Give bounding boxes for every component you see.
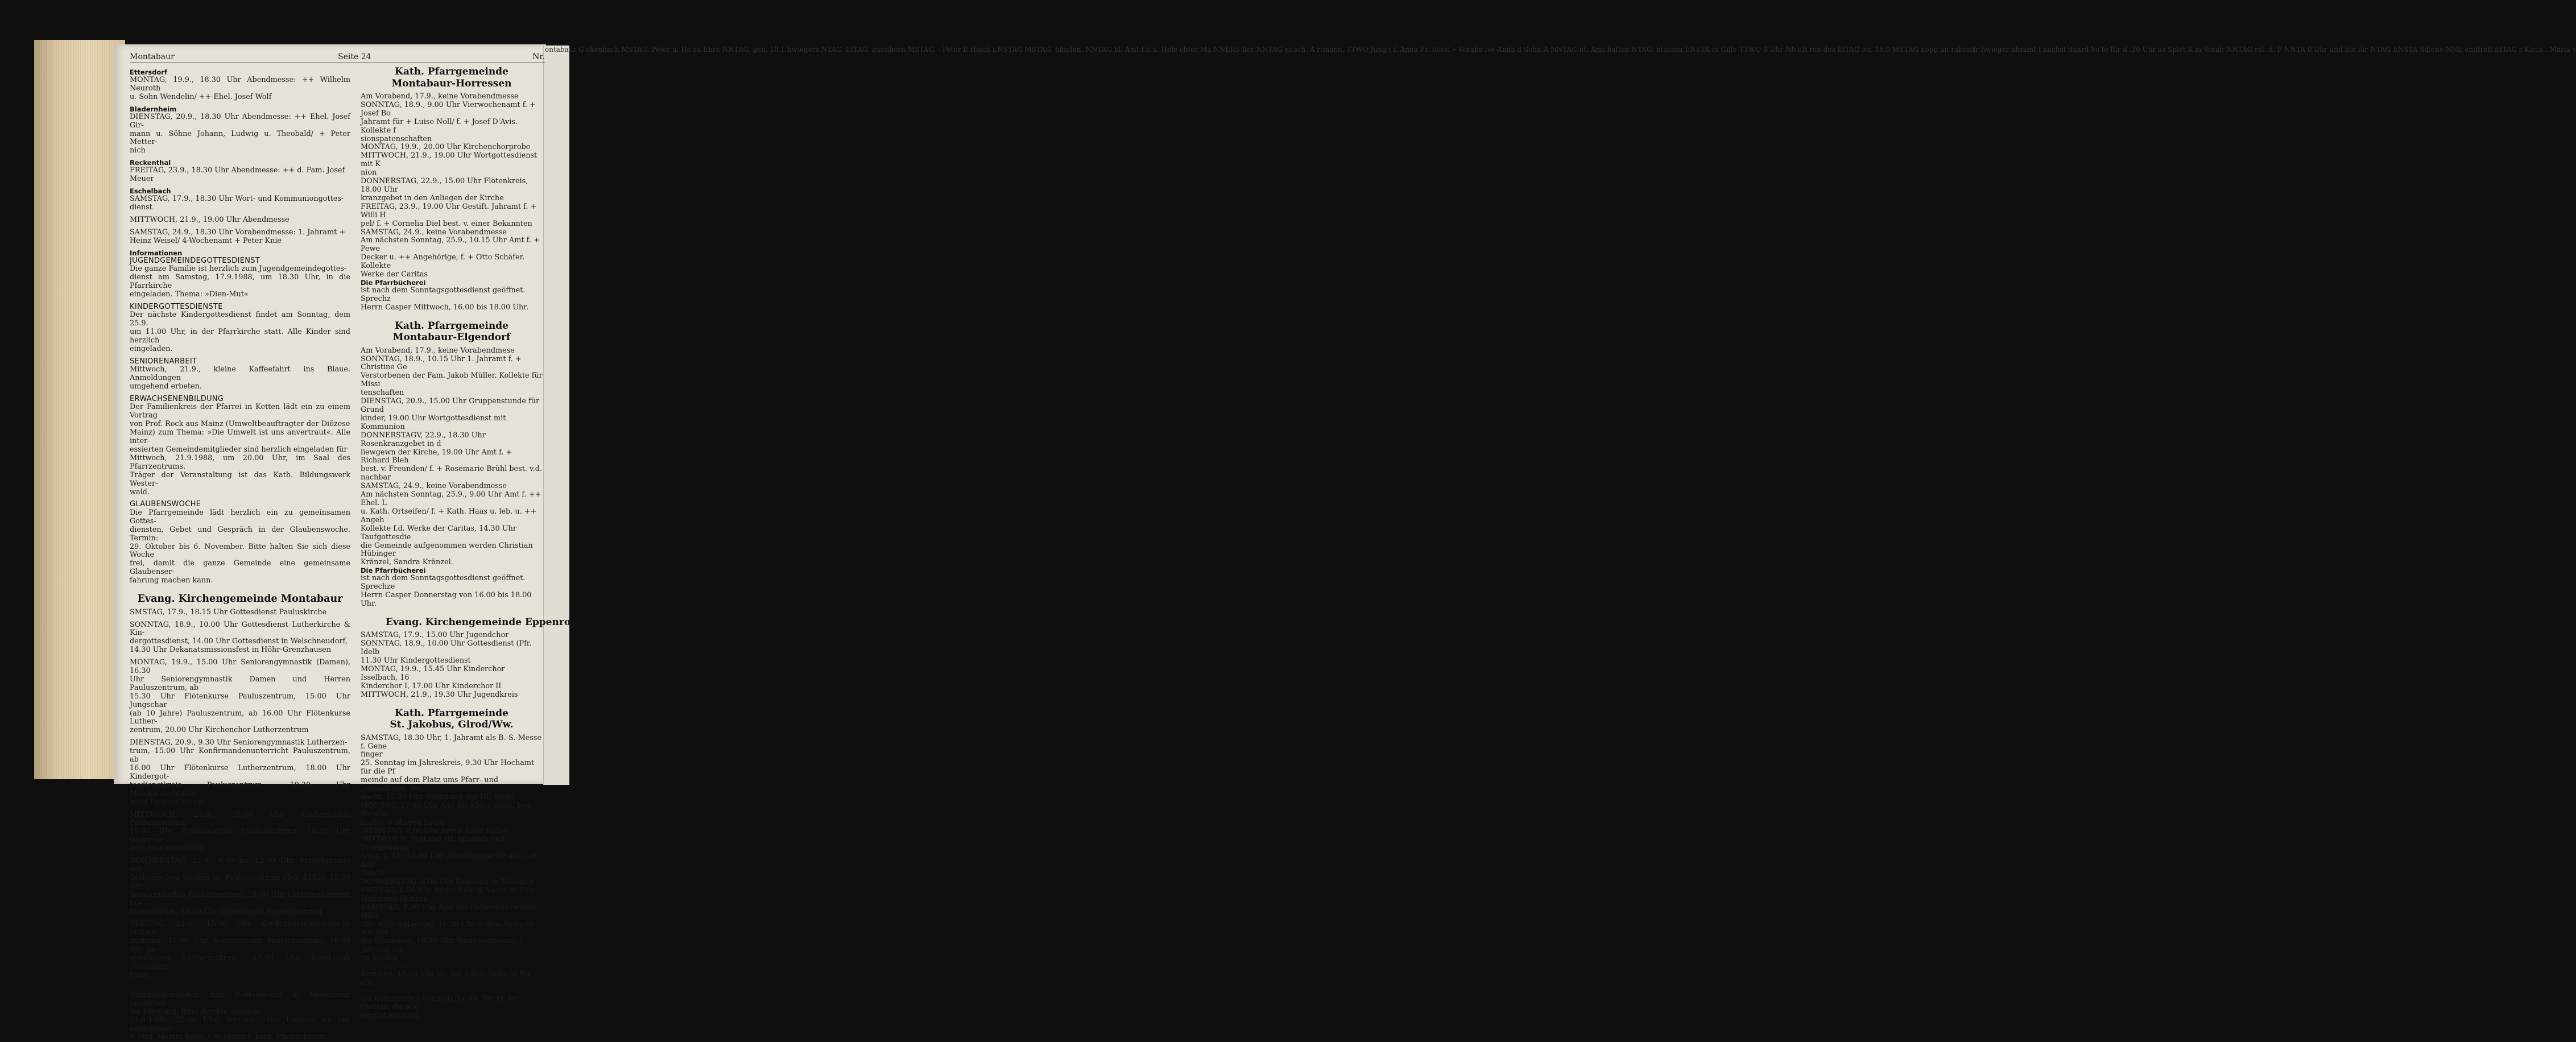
parish-entry: [130, 106, 350, 156]
info-text: Die Pfarrgemeinde lädt herzlich ein zu gemeinsamen Gottes- diensten, Gebet und Gespräch in der Glaubenswoche. Termin: 29. Oktober bis 6. November. Bitte halten Sie sich diese Woche frei, damit die ganze Gemeinde eine gemeinsame Glaubenser- fahrung machen kann.: [130, 508, 350, 585]
entry-text: SAMSTAG, 17.9., 18.30 Uhr Wort- und Kommuniongottes- dienst: [130, 195, 344, 212]
schedule-entry: DONNERSTAG, 8.00 Uhr Dankamt in Meinung: [361, 878, 534, 886]
schedule-entry: Am nächsten Sonntag, 25.9., 10.15 Uhr Amt f. + Pewe Decker u. ++ Angehörige, f. + Otto Schäfer. Kollekte Werke der Caritas: [361, 236, 540, 279]
section-title: Evang. Kirchengemeinde Eppenrod: [386, 616, 578, 628]
hinweise-label: Hinweise: [130, 983, 163, 991]
library-text: ist nach dem Sonntagsgottesdienst geöffnet. Sprechze Herrn Casper Donnerstag von 16.00 bis 18.00 Uhr.: [361, 574, 532, 608]
place-name: Eschelbach: [130, 187, 171, 196]
place-name: Bladernheim: [130, 105, 177, 113]
schedule-entry: SONNTAG, 18.9., 10.00 Uhr Gottesdienst (Pfr. Idelb 11.30 Uhr Kindergottesdienst: [361, 639, 532, 665]
entry-text: SAMSTAG, 24.9., 18.30 Uhr Vorabendmesse: 1. Jahramt + Heinz Weisel/ 4-Wochenamt + Peter Knie: [130, 228, 346, 245]
info-text: Die ganze Familie ist herzlich zum Jugendgemeindegottes- dienst am Samstag, 17.9.1988, um 18.30 Uhr, in die Pfarrkirche eingeladen. Thema: »Dien-Mut«: [130, 264, 350, 299]
schedule-entry: SONNTAG, 18.9., 10.15 Uhr 1. Jahramt f. + Christine Ge Verstorbenen der Fam. Jakob Müller. Kollekte für Missi tenschaften: [361, 354, 543, 398]
place-name: Ettersdorf: [130, 68, 167, 76]
confession-text: Samstag, 16.00 Uhr bis zur Salve-Andacht für alle.: [361, 970, 531, 987]
parish-entry: [130, 188, 350, 212]
library-label: Die Pfarrbücherei: [361, 567, 426, 575]
schedule-entry: MITTWOCH, 21.9., 15.00 Uhr Kinderstunde Pauluszentrum, 19.30 Uhr Posaunenchor Pauluszentrum, 18.30 Uhr Gitarren- kurs Pauluszentrum: [130, 810, 350, 853]
schedule-entry: MONTAG, 19.9., 15.00 Uhr Seniorengymnastik (Damen), 16.30 Uhr Seniorengymnastik Damen und Herren Pauluszentrum, ab 15.30 Uhr Flötenkurse Pauluszentrum, 15.00 Uhr Jungschar (ab 10 Jahre) Pauluszentrum, ab 16.00 Uhr Flötenkurse Luther- zentrum, 20.00 Uhr Kirchenchor Lutherzentrum: [130, 658, 350, 735]
section-title: Evang. Kirchengemeinde Montabaur: [137, 593, 343, 605]
schedule-entry: SMSTAG, 17.9., 18.15 Uhr Gottesdienst Pauluskirche: [130, 607, 327, 617]
schedule-entry: Am Vorabend, 17.9., keine Vorabendmese: [361, 346, 515, 355]
entry-text: MONTAG, 19.9., 18.30 Uhr Abendmesse: ++ Wilhelm Neuroth u. Sohn Wendelin/ ++ Ehel. Josef Wolf: [130, 76, 350, 101]
schedule-entry: SAMSTAG, 18.30 Uhr, 1. Jahramt als B.-S.-Messe f. Gene finger: [361, 733, 542, 759]
schedule-entry: FREITAG, 23.9., 15.00 Uhr Konfirmandenunterricht Luther- zentrum, 15.00 Uhr Seniorentanz Pauluszentrum, 18.00 Uhr Ju- gendabend Lutherzentrum, 17.00 Uhr Konfi-Club Pauslusen- trum: [130, 920, 350, 979]
schedule-entry: SAMSTAG, 24.9., keine Vorabendmesse: [361, 482, 507, 491]
schedule-entry: SAMSTAG, 24.9., keine Vorabendmesse: [361, 228, 507, 237]
section-title: Kath. Pfarrgemeinde St. Jakobus, Girod/Ww.: [390, 707, 514, 731]
info-heading: GLAUBENSWOCHE: [130, 500, 201, 509]
info-text: Mittwoch, 21.9., kleine Kaffeefahrt ins Blaue. Anmeldungen umgehend erbeten.: [130, 365, 350, 391]
header-town: Montabaur: [130, 52, 175, 61]
schedule-entry: SAMSTAG, 8.00 Uhr Amt zur Immerwährenden Hilfe Uhr stille Anbetung, 16.30 Uhr S alve-Andacht: Wir bet die Missionen, 18.30 Uhr Vorabendmesse, 1. Jahramt für ne Steden.: [361, 903, 536, 963]
schedule-entry: 25. Sonntag im Jahreskreis, 9.30 Uhr Hochamt für die Pf meinde auf dem Platz ums Pfarr- und Jugendheim. Reg dacht. 13.30 Uhr Spendung der Hl. Taufe: [361, 759, 535, 801]
info-heading: ERWACHSENENBILDUNG: [130, 394, 224, 403]
schedule-entry: DONNERSTAGV, 22.9., 18.30 Uhr Rosenkranzgebet in d liewgewn der Kirche, 19.00 Uhr Amt f. + Richard Bleh best. v. Freunden/ f. + Rosemarie Brühl best. v.d. nachbar: [361, 431, 543, 482]
collection-text: am kommenden Sonntag für die Werke der Caritas, die alle empfohlen wird.: [361, 994, 520, 1020]
hinweise-text: Fahrgelegenheiten zum Gottesdienst in Montabaur vermittelt Ihr Pfarramt. Bitte dorthin wenden. 21.9.1988, 20.00 Uhr, Vortrag: »Die Umwelt ist uns anvertraut« v. Prof. Martin Rock, Uni Mainz i. kath. Pfarrzentrum.: [130, 990, 350, 1042]
header-page-number: Seite 24: [338, 52, 371, 61]
schedule-entry: DONNERSTAG, 22.9., 15.00 Uhr Flötenkreis, 18.00 Uhr kranzgebet in den Anliegen der Kirche: [361, 177, 528, 202]
info-text: Der nächste Kindergottesdienst findet am Sonntag, dem 25.9. um 11.00 Uhr, in der Pfarrkirche statt. Alle Kinder sind herzlich eingeladen.: [130, 311, 350, 353]
next-page-fragment: ontabaur G ckenbach MSTAG, Peter u. He zu Ehre NNTAG, gen, 10.1 hwiegers NTAG, EITAG, irzenborn MSTAG, - Peter E rbach ENSTAG MSTAG, hlhofen, NNTAG bl. Amt f h u. Hele chter Ma NNERS ller NNTAG eitsch, A rtmann, TTWO Jung ( f. Anna Fr. Rössl » Vorabe lve-Anda d Sohn A NNTAG nt: Amt haften NTAG, ntsbasa ENSTA rz Gille TTWO 0 Uhr NNER ren des EITAG ier, 16.0 MSTAG nopp un rabendr hwieger ahramt f nächst duard Vo te für d .30 Uhr as Splet K m Vorab NNTAG rst. d. F NNTA 0 Uhr und kte für NTAG ENSTA ßdiene NNE endtreff EITAG r Kirch . Maria v: [545, 46, 2576, 53]
schedule-entry: MONTAG, 17.00 Uhr Amt für Klaus Klein, bes. für alle kinder + älteren Leute: [361, 801, 532, 827]
next-page-edge: [543, 46, 2576, 785]
library-text: ist nach dem Sonntagsgottesdienst geöffnet. Sprechz Herrn Casper Mittwoch, 16.00 bis 18.00 Uhr.: [361, 286, 529, 312]
entry-text: MITTWOCH, 21.9., 19.00 Uhr Abendmesse: [130, 215, 290, 224]
info-text: Der Familienkreis der Pfarrei in Ketten lädt ein zu einem Vortrag von Prof. Rock aus Mainz (Umweltbeauftragter der Diözese Mainz) zum Thema: »Die Umwelt ist uns anvertraut«. Alle inter- essierten Gemeindemitglieder sind herzlich eingeladen für Mittwoch, 21.9.1988, um 20.00 Uhr, im Saal des Pfarrzentrums. Träger der Veranstaltung ist das Kath. Bildungswerk Wester- wald.: [130, 403, 350, 497]
schedule-entry: Am nächsten Sonntag, 25.9., 9.00 Uhr Amt f. ++ Ehel. L u. Kath. Ortseifen/ f. + Kath. Haas u. leb. u. ++ Angeh Kollekte f.d. Werke der Caritas, 14.30 Uhr Taufgottesdie die Gemeinde aufgenommen werden Christian Hübinger Kränzel, Sandra Kränzel.: [361, 490, 541, 567]
entry-text: DIENSTAG, 20.9., 18.30 Uhr Abendmesse: ++ Ehel. Josef Gir- mann u. Söhne Johann, Ludwig u. Theobald/ + Peter Metter- nich: [130, 112, 350, 155]
confession-label: Beichtgelegenheit:: [361, 962, 431, 971]
schedule-entry: FREITAG, 8.00 Uhr Amt f. Leb. u. Verst. d. Fam Hoffmann-Henkes: [361, 886, 536, 903]
parish-entry: [130, 159, 350, 184]
library-label: Die Pfarrbücherei: [361, 278, 426, 287]
schedule-entry: SONNTAG, 18.9., 10.00 Uhr Gottesdienst Lutherkirche & Kin- dergottesdienst, 14.00 Uhr Gottesdienst in Welschneudorf, 14.30 Uhr Dekanatsmissionsfest in Höhr-Grenzhausen: [130, 620, 350, 655]
place-name: Reckenthal: [130, 159, 171, 167]
parish-entry: [130, 69, 350, 102]
schedule-entry: MITTWOCH, Fest des Hl. Apostels und Evangelisten häus, 2. Kl., 19.00 Uhr Abendmesse für alle - dt. Amt Bauch: [361, 835, 539, 878]
schedule-entry: MITTWOCH, 21.9., 19.30 Uhr Jugendkreis: [361, 690, 518, 699]
schedule-entry: MONTAG, 19.9., 20.00 Uhr Kirchenchorprobe: [361, 143, 531, 152]
info-heading: KINDERGOTTESDIENSTE: [130, 302, 223, 311]
section-title: Kath. Pfarrgemeinde Montabaur-Elgendorf: [392, 320, 511, 344]
header-issue: Nr.: [532, 52, 545, 61]
schedule-entry: Am Vorabend, 17.9., keine Vorabendmesse: [361, 92, 519, 101]
schedule-entry: MONTAG, 19.9., 15.45 Uhr Kinderchor Isselbach, 16 Kinderchor I, 17.00 Uhr Kinderchor II: [361, 664, 505, 690]
info-heading: JUGENDGEMEINDEGOTTESDIENST: [130, 256, 261, 265]
book-page-edges: [34, 40, 125, 779]
page-header: [130, 52, 545, 63]
schedule-entry: SONNTAG, 18.9., 9.00 Uhr Vierwochenamt f. + Josef Bo Jahramt für + Luise Noll/ f. + Josef D'Avis. Kollekte f sionspatenschaften: [361, 100, 536, 143]
schedule-entry: DONNERSTAG, 22.9., 9.00 bis 12.00 Uhr Sprechstunde des Diakonischen Werkes im Pauluszentrum (Tel. 4282), 15.30 Uhr Seniorenkaffee Pauluszentrum, 19.00 Uhr Lektorenkonvent Lu- therzentrum, 20.00 Uhr Bibelstunde Pauluszentrum: [130, 857, 350, 916]
left-column: [130, 69, 350, 1042]
schedule-entry: DIENSTAG, 20.9., 9.30 Uhr Seniorengymnastik Lutherzen- trum, 15.00 Uhr Konfirmandenunterricht Pauluszentrum, ab 16.00 Uhr Flötenkurse Lutherzentrum, 18.00 Uhr Kindergot- tesdienstkreis Pauluszentrum, 19.30 Uhr Musikausschußsit- zung Pauluszentrum: [130, 738, 350, 807]
info-heading: SENIORENARBEIT: [130, 357, 197, 366]
collection-label: Kollekte: [361, 986, 391, 995]
schedule-entry: FREITAG, 23.9., 19.00 Uhr Gestift. Jahramt f. + Willi H pel/ f. + Cornelia Diel best. v. einer Bekannten: [361, 202, 537, 228]
schedule-entry: DIENSTAG, 20.9., 15.00 Uhr Gruppenstunde für Grund kinder, 19.00 Uhr Wortgottesdienst mit Kommunion: [361, 397, 540, 431]
schedule-entry: SAMSTAG, 17.9., 15.00 Uhr Jugendchor: [361, 631, 509, 640]
schedule-entry: DIENSTAG, 8.00 Uhr Amt f. Josef Göbel: [361, 826, 507, 836]
entry-text: FREITAG, 23.9., 18.30 Uhr Abendmesse: ++ d. Fam. Josef Meuer: [130, 166, 345, 184]
schedule-entry: MITTWOCH, 21.9., 19.00 Uhr Wortgottesdienst mit K nion: [361, 151, 537, 177]
right-column: [361, 66, 578, 1020]
info-label: Informationen: [130, 249, 183, 257]
section-title: Kath. Pfarrgemeinde Montabaur-Horressen: [391, 66, 512, 89]
